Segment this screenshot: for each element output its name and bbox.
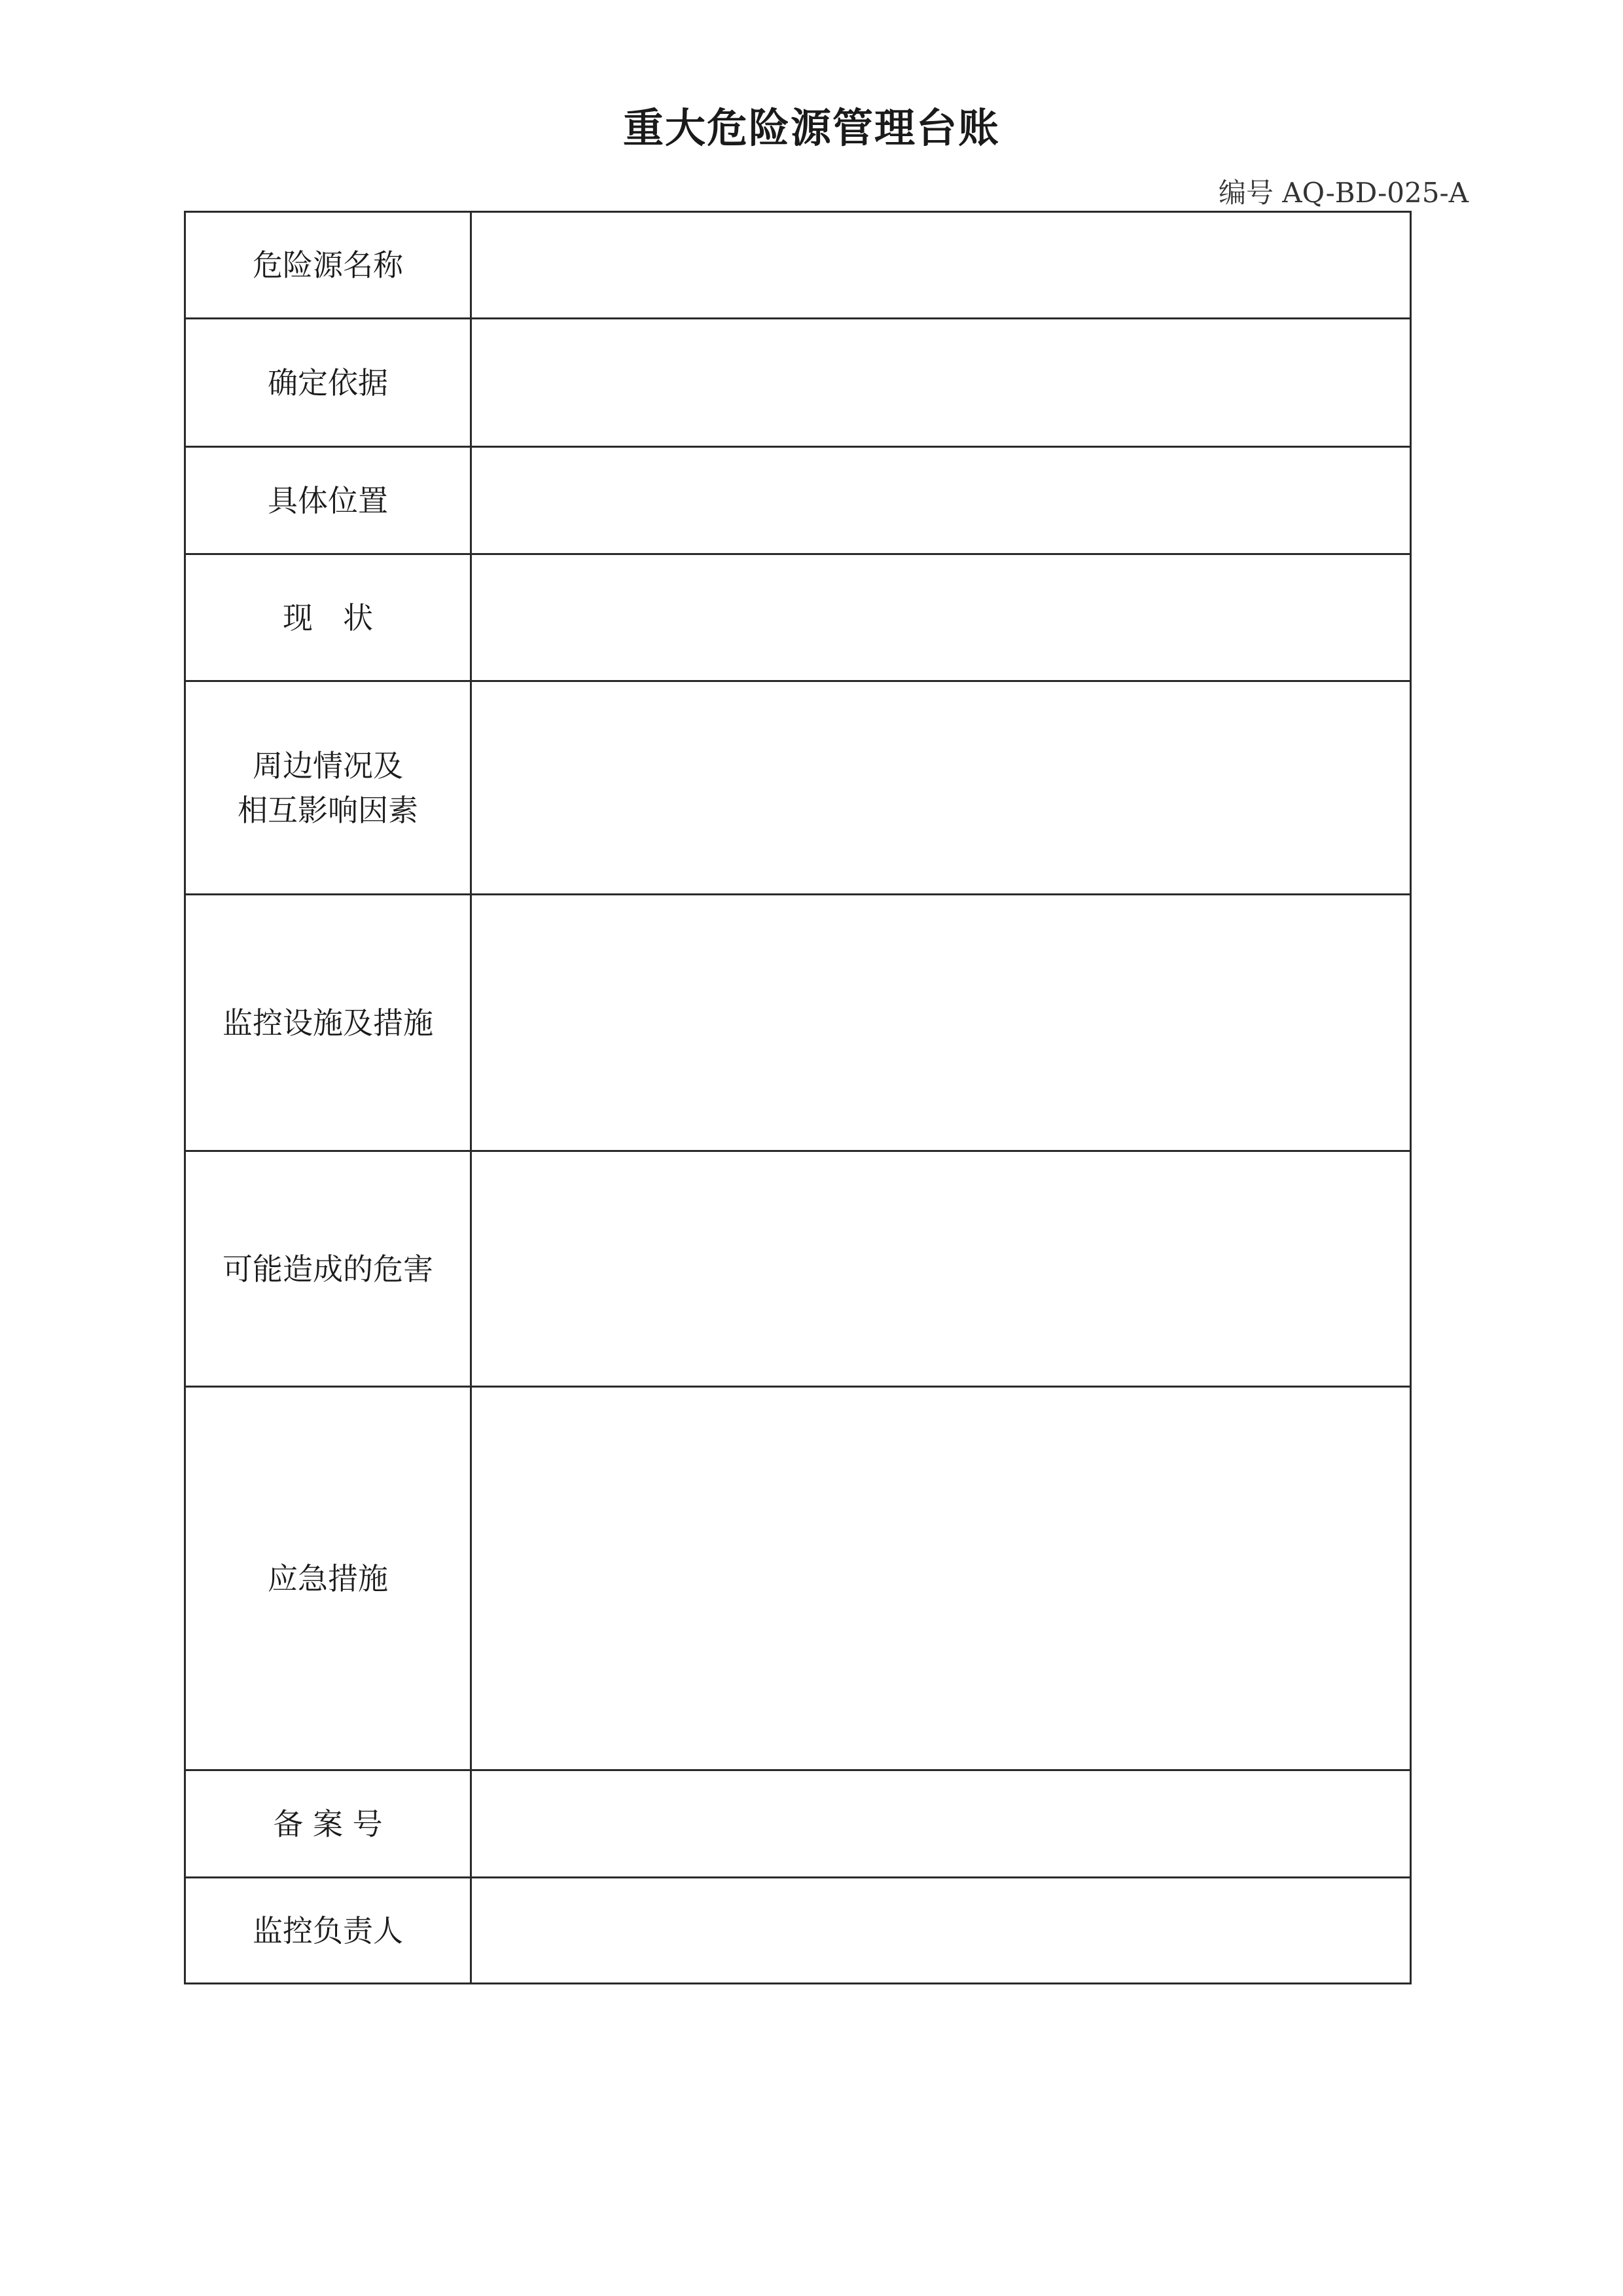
row-label-text: 监控负责人 [253, 1912, 403, 1948]
table-row [185, 1387, 1411, 1770]
row-label [185, 681, 471, 895]
row-label [185, 212, 471, 319]
status-field[interactable] [471, 554, 1411, 681]
row-label [185, 895, 471, 1151]
emergency-measures-field[interactable] [471, 1387, 1411, 1770]
row-label [185, 319, 471, 447]
row-label-text: 现 状 [283, 600, 373, 636]
row-label-text: 确定依据 [268, 365, 388, 401]
table-row [185, 554, 1411, 681]
table-row [185, 447, 1411, 554]
row-label [185, 447, 471, 554]
hazard-name-field[interactable] [471, 212, 1411, 319]
hazard-ledger-table [184, 211, 1412, 1984]
row-label-text: 监控设施及措施 [223, 1005, 433, 1041]
responsible-person-field[interactable] [471, 1878, 1411, 1984]
document-title: 重大危险源管理台账 [622, 104, 1000, 152]
monitoring-measures-field[interactable] [471, 895, 1411, 1151]
surroundings-field[interactable] [471, 681, 1411, 895]
row-label-text: 周边情况及 相互影响因素 [238, 747, 418, 828]
row-label [185, 1770, 471, 1878]
table-row [185, 1151, 1411, 1387]
row-label-text: 应急措施 [268, 1560, 388, 1596]
row-label-text: 备 案 号 [273, 1806, 383, 1842]
row-label [185, 554, 471, 681]
table-row [185, 1770, 1411, 1878]
table-row [185, 319, 1411, 447]
row-label-text: 可能造成的危害 [223, 1251, 433, 1287]
row-label-text: 危险源名称 [253, 247, 403, 283]
filing-number-field[interactable] [471, 1770, 1411, 1878]
table-row [185, 1878, 1411, 1984]
row-label [185, 1151, 471, 1387]
table-row [185, 212, 1411, 319]
location-field[interactable] [471, 447, 1411, 554]
row-label [185, 1387, 471, 1770]
basis-field[interactable] [471, 319, 1411, 447]
possible-harm-field[interactable] [471, 1151, 1411, 1387]
row-label-text: 具体位置 [268, 482, 388, 518]
table-row [185, 681, 1411, 895]
row-label [185, 1878, 471, 1984]
document-number: 编号 AQ-BD-025-A [1218, 177, 1469, 209]
table-row [185, 895, 1411, 1151]
